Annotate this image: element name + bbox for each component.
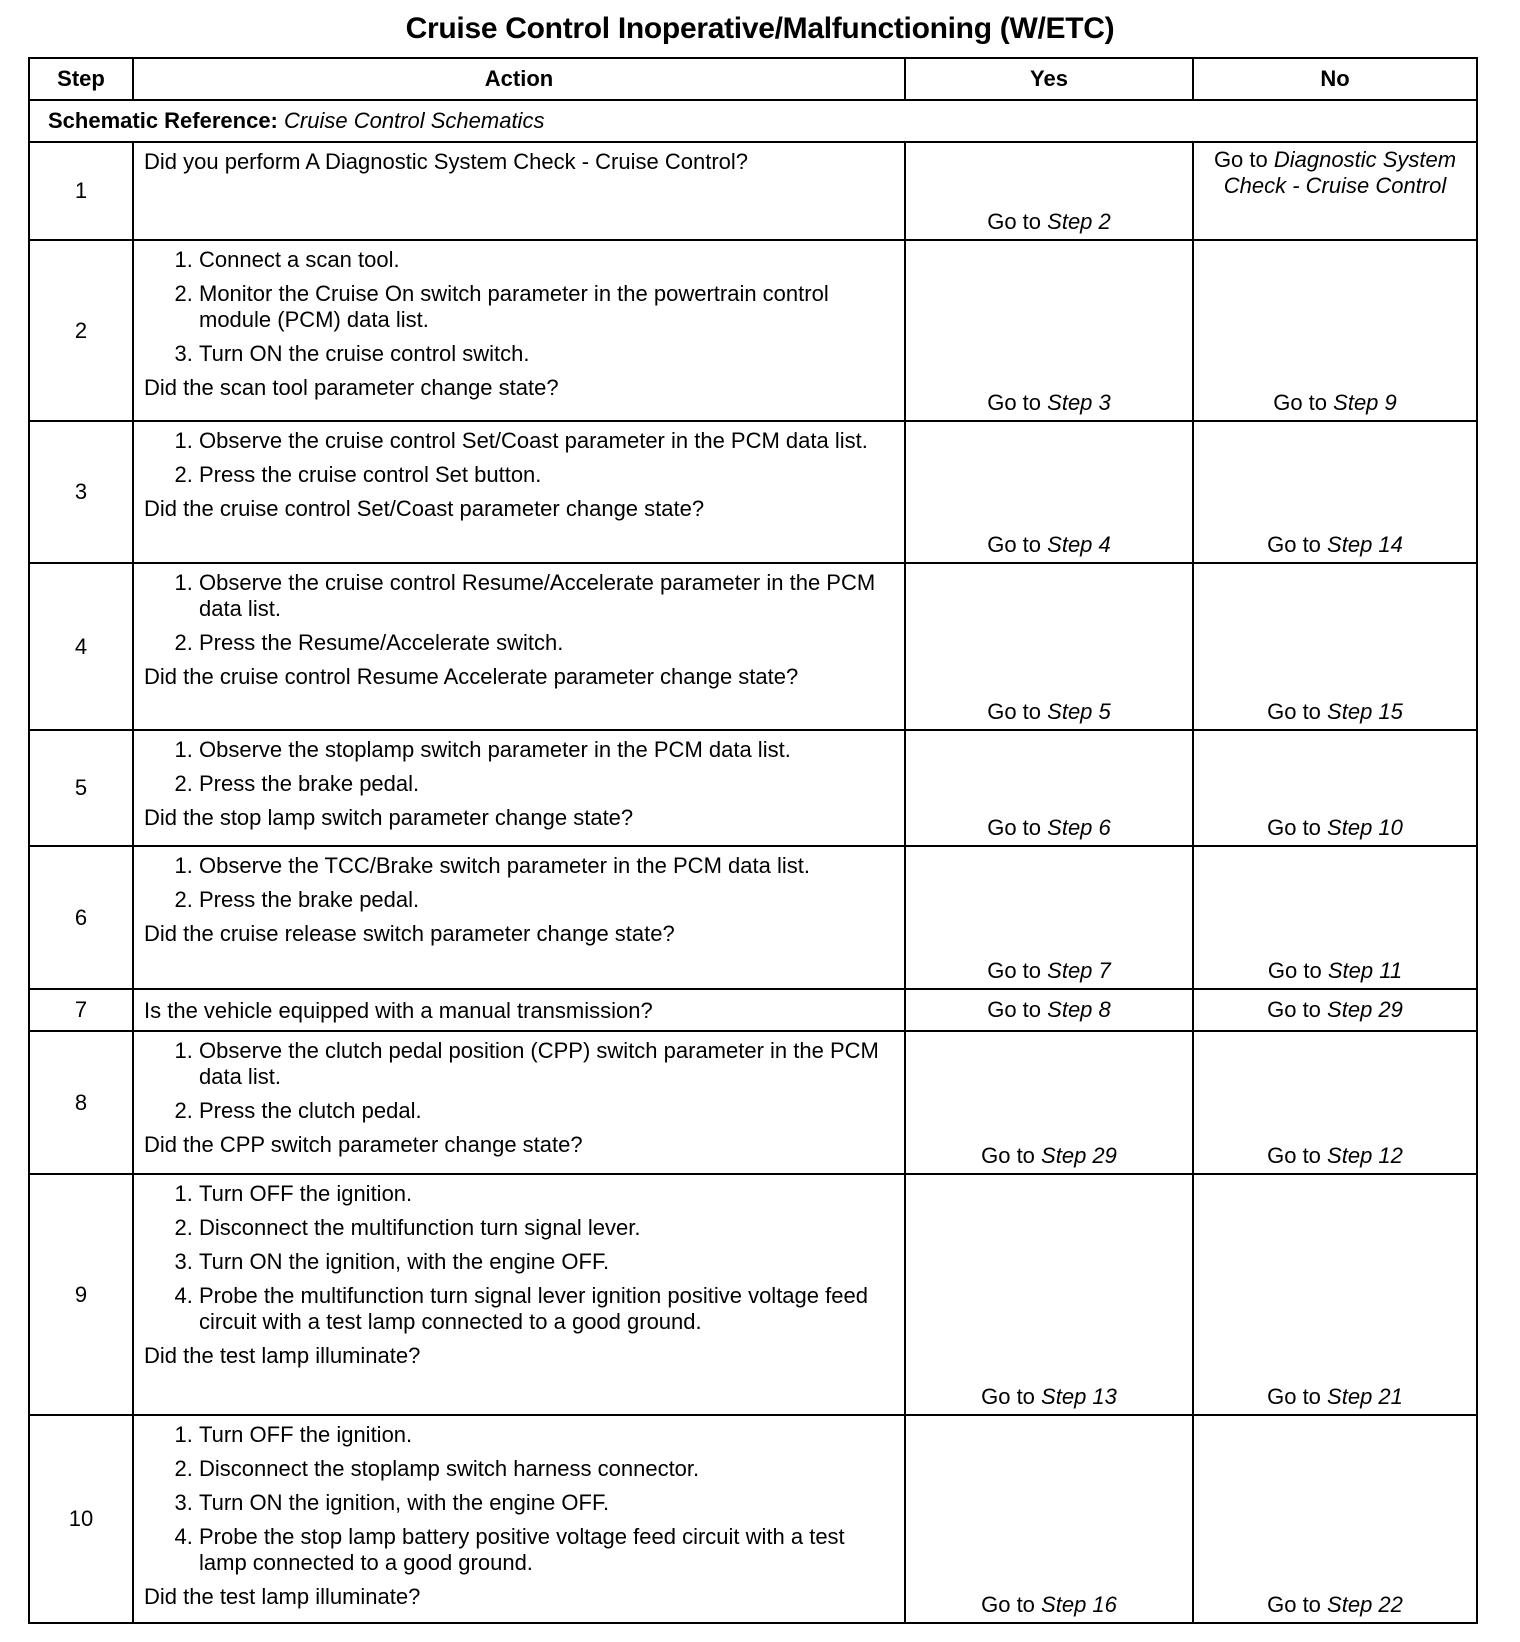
action-item: 1. Observe the cruise control Set/Coast parameter in the PCM data list.: [199, 428, 894, 454]
action-question: Did the stop lamp switch parameter change state?: [144, 805, 634, 830]
step-number: 1: [29, 142, 133, 240]
goto-label: Go to: [987, 390, 1042, 415]
no-link[interactable]: Step 9: [1333, 390, 1397, 415]
yes-link[interactable]: Step 13: [1041, 1384, 1117, 1409]
action-item: 1. Observe the clutch pedal position (CPP) switch parameter in the PCM data list.: [199, 1038, 894, 1090]
action-item: 1. Turn OFF the ignition.: [199, 1422, 894, 1448]
no-link[interactable]: Diagnostic System Check - Cruise Control: [1223, 147, 1457, 198]
yes-link[interactable]: Step 8: [1047, 997, 1111, 1022]
action-item: 1. Observe the TCC/Brake switch parameter in the PCM data list.: [199, 853, 894, 879]
goto-label: Go to: [1213, 147, 1268, 172]
yes-cell: [905, 240, 1193, 421]
goto-label: Go to: [1267, 532, 1321, 557]
action-cell: [133, 989, 905, 1031]
action-question: Did the cruise release switch parameter change state?: [144, 921, 675, 946]
action-list: [144, 247, 894, 367]
yes-cell: [905, 563, 1193, 730]
action-item: 4. Probe the multifunction turn signal lever ignition positive voltage feed circuit with a test lamp connected to a good ground.: [199, 1283, 894, 1335]
goto-label: Go to: [987, 958, 1042, 983]
action-cell: [133, 1031, 905, 1174]
action-question: Did the cruise control Resume Accelerate parameter change state?: [144, 664, 799, 689]
goto-label: Go to: [987, 997, 1042, 1022]
action-item: 3. Turn ON the ignition, with the engine OFF.: [199, 1490, 894, 1516]
action-item: 1. Connect a scan tool.: [199, 247, 894, 273]
yes-cell: [905, 421, 1193, 563]
yes-link[interactable]: Step 5: [1047, 699, 1111, 724]
action-question: Did the test lamp illuminate?: [144, 1343, 421, 1368]
yes-link[interactable]: Step 7: [1047, 958, 1111, 983]
header-yes: Yes: [905, 58, 1193, 100]
action-item: 3. Turn ON the ignition, with the engine OFF.: [199, 1249, 894, 1275]
action-cell: [133, 563, 905, 730]
yes-cell: [905, 846, 1193, 989]
action-question: Is the vehicle equipped with a manual transmission?: [144, 998, 653, 1023]
no-cell: [1193, 240, 1477, 421]
goto-label: Go to: [981, 1384, 1035, 1409]
action-question: Did the CPP switch parameter change state?: [144, 1132, 583, 1157]
header-action: Action: [133, 58, 905, 100]
action-item: 2. Monitor the Cruise On switch parameter in the powertrain control module (PCM) data list.: [199, 281, 894, 333]
no-link[interactable]: Step 15: [1327, 699, 1403, 724]
action-cell: [133, 730, 905, 846]
step-number: 9: [29, 1174, 133, 1415]
action-question: Did the test lamp illuminate?: [144, 1584, 421, 1609]
yes-link[interactable]: Step 16: [1041, 1592, 1117, 1617]
table-row: [29, 730, 1477, 846]
goto-label: Go to: [1267, 958, 1322, 983]
step-number: 6: [29, 846, 133, 989]
action-list: [144, 737, 894, 797]
action-question: Did the cruise control Set/Coast parameter change state?: [144, 496, 705, 521]
no-link[interactable]: Step 21: [1327, 1384, 1403, 1409]
step-number: 3: [29, 421, 133, 563]
goto-label: Go to: [981, 1143, 1035, 1168]
no-cell: [1193, 142, 1477, 240]
schematic-link[interactable]: Cruise Control Schematics: [284, 108, 545, 133]
table-row: [29, 563, 1477, 730]
schematic-row: [29, 100, 1477, 142]
action-item: 2. Press the Resume/Accelerate switch.: [199, 630, 894, 656]
schematic-label: Schematic Reference:: [48, 108, 278, 133]
no-cell: [1193, 1174, 1477, 1415]
table-row: [29, 1031, 1477, 1174]
action-list: [144, 1181, 894, 1335]
step-number: 4: [29, 563, 133, 730]
header-step: Step: [29, 58, 133, 100]
goto-label: Go to: [987, 532, 1042, 557]
yes-link[interactable]: Step 29: [1041, 1143, 1117, 1168]
no-link[interactable]: Step 11: [1327, 958, 1403, 983]
step-number: 10: [29, 1415, 133, 1623]
yes-cell: [905, 1031, 1193, 1174]
action-item: 3. Turn ON the cruise control switch.: [199, 341, 894, 367]
no-cell: [1193, 563, 1477, 730]
header-no: No: [1193, 58, 1477, 100]
action-list: [144, 1422, 894, 1576]
action-item: 2. Disconnect the multifunction turn signal lever.: [199, 1215, 894, 1241]
diagnostic-table: [28, 57, 1478, 1624]
yes-link[interactable]: Step 3: [1047, 390, 1111, 415]
no-link[interactable]: Step 14: [1327, 532, 1403, 557]
page-title: Cruise Control Inoperative/Malfunctioning (W/ETC): [405, 12, 1115, 45]
action-item: 2. Press the clutch pedal.: [199, 1098, 894, 1124]
no-cell: [1193, 1415, 1477, 1623]
goto-label: Go to: [987, 815, 1042, 840]
action-item: 1. Observe the stoplamp switch parameter in the PCM data list.: [199, 737, 894, 763]
table-row: [29, 1174, 1477, 1415]
action-cell: [133, 1174, 905, 1415]
action-item: 4. Probe the stop lamp battery positive voltage feed circuit with a test lamp connected to a good ground.: [199, 1524, 894, 1576]
table-row: [29, 240, 1477, 421]
goto-label: Go to: [1267, 1143, 1321, 1168]
no-cell: [1193, 1031, 1477, 1174]
step-number: 2: [29, 240, 133, 421]
yes-cell: [905, 142, 1193, 240]
yes-cell: [905, 1415, 1193, 1623]
action-cell: [133, 240, 905, 421]
step-number: 8: [29, 1031, 133, 1174]
goto-label: Go to: [987, 699, 1042, 724]
yes-link[interactable]: Step 6: [1047, 815, 1111, 840]
header-row: [29, 58, 1477, 100]
action-item: 2. Press the brake pedal.: [199, 887, 894, 913]
table-row: [29, 421, 1477, 563]
no-cell: [1193, 989, 1477, 1031]
action-question: Did the scan tool parameter change state?: [144, 375, 559, 400]
table-row: [29, 846, 1477, 989]
no-cell: [1193, 730, 1477, 846]
goto-label: Go to: [1267, 1592, 1321, 1617]
goto-label: Go to: [1267, 815, 1321, 840]
no-cell: [1193, 846, 1477, 989]
action-question: Did you perform A Diagnostic System Check - Cruise Control?: [144, 149, 749, 174]
table-row: [29, 989, 1477, 1031]
no-link[interactable]: Step 10: [1327, 815, 1403, 840]
no-link[interactable]: Step 29: [1327, 997, 1403, 1022]
action-item: 1. Turn OFF the ignition.: [199, 1181, 894, 1207]
action-list: [144, 1038, 894, 1124]
action-cell: [133, 142, 905, 240]
goto-label: Go to: [1273, 390, 1328, 415]
yes-link[interactable]: Step 2: [1047, 209, 1111, 234]
action-list: [144, 853, 894, 913]
action-cell: [133, 846, 905, 989]
action-cell: [133, 421, 905, 563]
yes-cell: [905, 1174, 1193, 1415]
table-row: [29, 142, 1477, 240]
table-row: [29, 1415, 1477, 1623]
action-item: 2. Press the cruise control Set button.: [199, 462, 894, 488]
step-number: 5: [29, 730, 133, 846]
action-cell: [133, 1415, 905, 1623]
action-list: [144, 570, 894, 656]
action-item: 2. Press the brake pedal.: [199, 771, 894, 797]
no-link[interactable]: Step 12: [1327, 1143, 1403, 1168]
goto-label: Go to: [987, 209, 1042, 234]
goto-label: Go to: [1267, 1384, 1321, 1409]
no-link[interactable]: Step 22: [1327, 1592, 1403, 1617]
action-item: 1. Observe the cruise control Resume/Accelerate parameter in the PCM data list.: [199, 570, 894, 622]
no-cell: [1193, 421, 1477, 563]
goto-label: Go to: [1267, 699, 1321, 724]
goto-label: Go to: [981, 1592, 1035, 1617]
yes-cell: [905, 730, 1193, 846]
goto-label: Go to: [1267, 997, 1321, 1022]
yes-cell: [905, 989, 1193, 1031]
yes-link[interactable]: Step 4: [1047, 532, 1111, 557]
action-list: [144, 428, 894, 488]
action-item: 2. Disconnect the stoplamp switch harness connector.: [199, 1456, 894, 1482]
step-number: 7: [29, 989, 133, 1031]
